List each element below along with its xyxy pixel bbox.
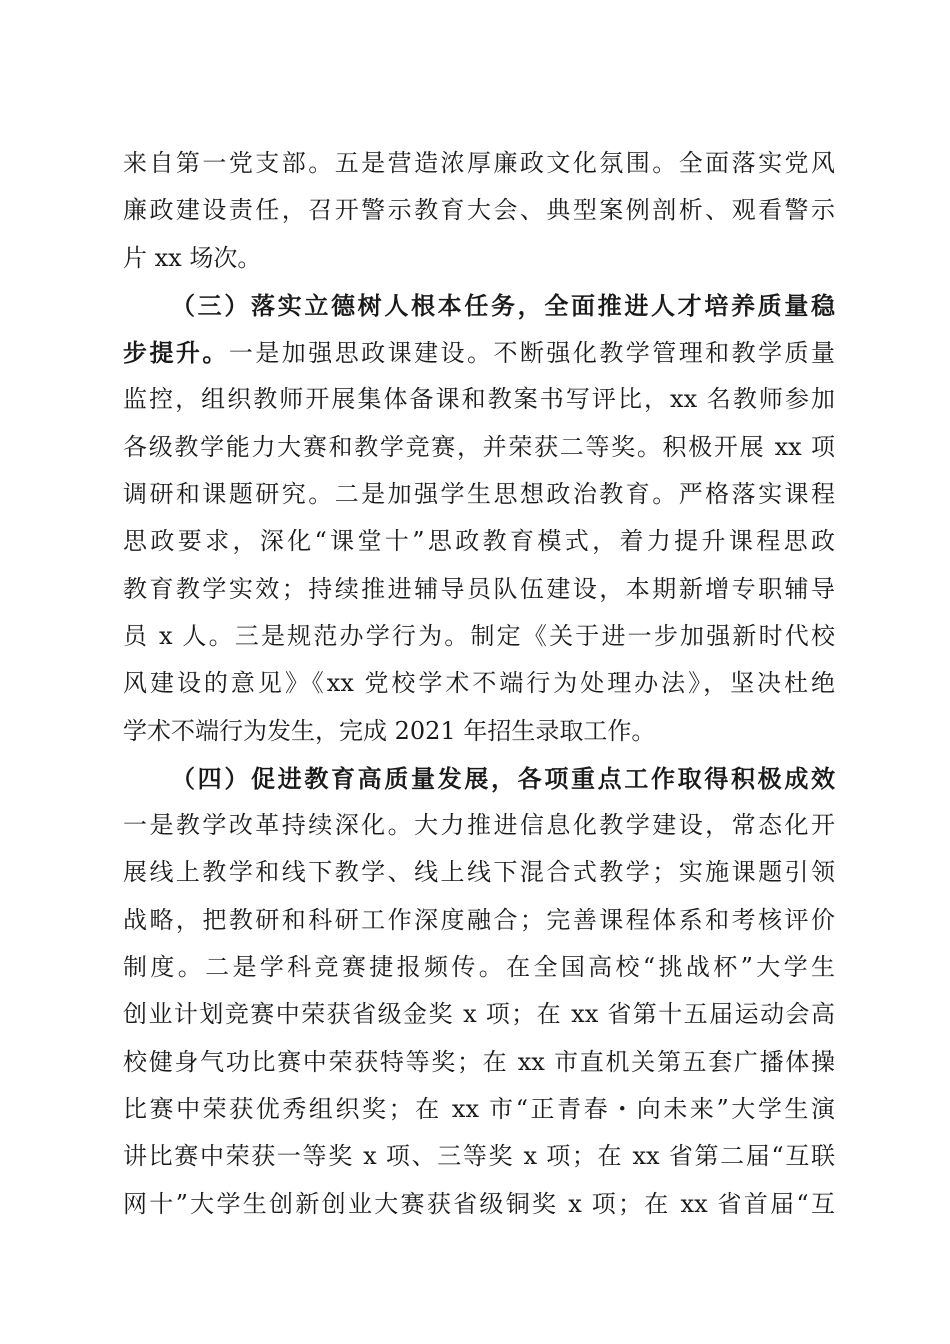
text-line: 展线上教学和线下教学、线上线下混合式教学；实施课题引领 xyxy=(123,858,835,887)
text-line: 教育教学实效；持续推进辅导员队伍建设，本期新增专职辅导 xyxy=(123,574,835,603)
body-text xyxy=(123,140,835,1228)
section-heading-4: （四）促进教育高质量发展，各项重点工作取得积极成效 xyxy=(171,763,835,793)
text-line: 思政要求，深化“课堂十”思政教育模式，着力提升课程思政 xyxy=(123,527,835,556)
text-line: 讲比赛中荣获一等奖 x 项、三等奖 x 项；在 xx 省第二届“互联 xyxy=(123,1142,835,1171)
text-line: 一是教学改革持续深化。大力推进信息化教学建设，常态化开 xyxy=(123,811,835,840)
text-line: 廉政建设责任，召开警示教育大会、典型案例剖析、观看警示 xyxy=(123,196,835,225)
text-line: 风建设的意见》《xx 党校学术不端行为处理办法》，坚决杜绝 xyxy=(123,669,835,698)
text-line: 战略，把教研和科研工作深度融合；完善课程体系和考核评价 xyxy=(123,905,835,934)
text-line: 校健身气功比赛中荣获特等奖；在 xx 市直机关第五套广播体操 xyxy=(123,1047,835,1076)
text-line: 网十”大学生创新创业大赛获省级铜奖 x 项；在 xx 省首届“互 xyxy=(123,1189,835,1218)
text-line: 制度。二是学科竞赛捷报频传。在全国高校“挑战杯”大学生 xyxy=(123,953,835,982)
text-span: 一是加强思政课建设。不断强化教学管理和教学质量 xyxy=(228,339,836,368)
text-line: 员 x 人。三是规范办学行为。制定《关于进一步加强新时代校 xyxy=(123,621,835,650)
text-line: 比赛中荣获优秀组织奖；在 xx 市“正青春・向未来”大学生演 xyxy=(123,1094,835,1123)
text-line: 创业计划竞赛中荣获省级金奖 x 项；在 xx 省第十五届运动会高 xyxy=(123,1000,835,1029)
text-line: 学术不端行为发生，完成 2021 年招生录取工作。 xyxy=(123,716,656,745)
text-line: 来自第一党支部。五是营造浓厚廉政文化氛围。全面落实党风 xyxy=(123,149,835,177)
text-line xyxy=(123,329,835,376)
section-heading-3-end: 步提升。 xyxy=(123,338,229,368)
text-line: 监控，组织教师开展集体备课和教案书写评比，xx 名教师参加 xyxy=(123,385,835,414)
section-heading-3: （三）落实立德树人根本任务，全面推进人才培养质量稳 xyxy=(171,290,835,320)
text-line: 各级教学能力大赛和教学竞赛，并荣获二等奖。积极开展 xx 项 xyxy=(123,432,835,461)
text-line: 调研和课题研究。二是加强学生思想政治教育。严格落实课程 xyxy=(123,480,835,509)
text-line: 片 xx 场次。 xyxy=(123,243,262,272)
